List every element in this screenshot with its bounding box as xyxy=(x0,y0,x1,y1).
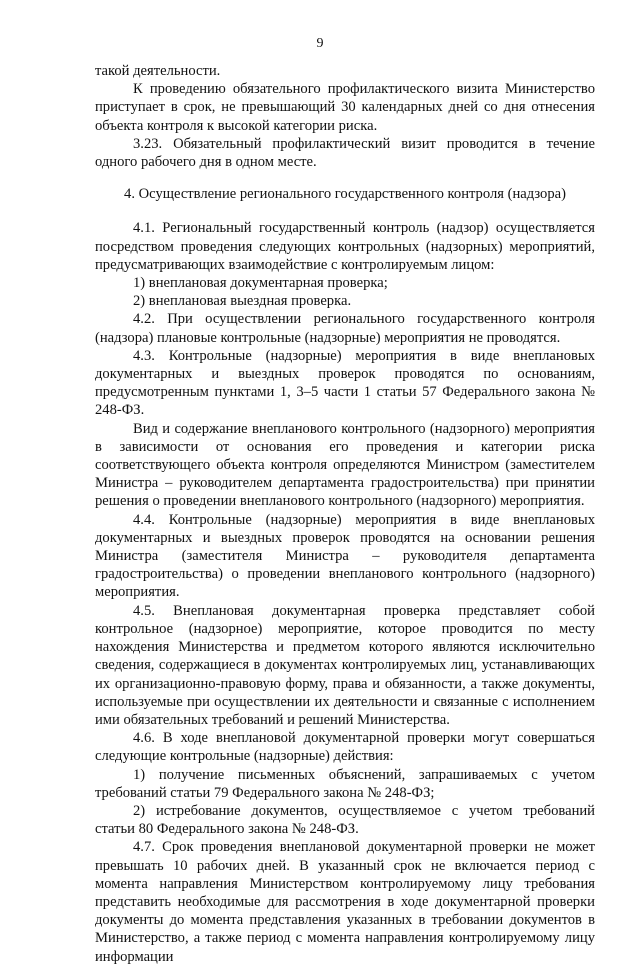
paragraph: К проведению обязательного профилактического визита Министерство приступает в срок, не превышающий 30 календарных дней со дня отнесения объекта контроля к высокой категории риска. xyxy=(95,81,595,134)
paragraph: 4.7. Срок проведения внеплановой документарной проверки не может превышать 10 рабочих дней. В указанный срок не включается период с момента направления Министерством контролируемому лицу требования представить необходимые для рассмотрения в ходе документарной проверки документы до момента представления указанных в требовании документов в Министерство, а также период с момента направления контролируемому лицу информации xyxy=(95,839,595,965)
paragraph: Вид и содержание внепланового контрольного (надзорного) мероприятия в зависимости от основания его проведения и категории риска соответствующего объекта контроля определяются Министром (заместителем Министра – руководителем департамента градостроительства) при принятии решения о проведении внепланового контрольного (надзорного) мероприятия. xyxy=(95,420,595,510)
paragraph: 4.5. Внеплановая документарная проверка представляет собой контрольное (надзорное) мероприятие, которое проводится по месту нахождения Министерства и предметом которого являются исключительно сведения, содержащиеся в документах контролируемых лиц, устанавливающих их организационно-правовую форму, права и обязанности, а также документы, используемые при осуществлении их деятельности и связанные с исполнением ими обязательных требований и решений Министерства. xyxy=(95,602,595,728)
list-item: 2) внеплановая выездная проверка. xyxy=(133,293,352,310)
paragraph: 4.1. Региональный государственный контроль (надзор) осуществляется посредством проведения следующих контрольных (надзорных) мероприятий, предусматривающих взаимодействие с контролируемым лицом: xyxy=(95,220,595,273)
list-item: 1) внеплановая документарная проверка; xyxy=(133,275,388,292)
paragraph: 4.3. Контрольные (надзорные) мероприятия в виде внеплановых документарных и выездных проверок проводятся по основаниям, предусмотренным пунктами 1, 3–5 части 1 статьи 57 Федерального закона № 248-ФЗ. xyxy=(95,347,595,419)
paragraph: 4.4. Контрольные (надзорные) мероприятия в виде внеплановых документарных и выездных проверок проводятся на основании решения Министра (заместителя Министра – руководителя департамента градостроительства) о проведении внепланового контрольного (надзорного) мероприятия. xyxy=(95,511,595,601)
paragraph: 3.23. Обязательный профилактический визит проводится в течение одного рабочего дня в одном месте. xyxy=(95,135,595,171)
section-heading: 4. Осуществление регионального государственного контроля (надзора) xyxy=(124,186,566,203)
page-number: 9 xyxy=(316,36,324,51)
paragraph: 4.2. При осуществлении регионального государственного контроля (надзора) плановые контрольные (надзорные) мероприятия не проводятся. xyxy=(95,311,595,346)
paragraph: 4.6. В ходе внеплановой документарной проверки могут совершаться следующие контрольные (надзорные) действия: xyxy=(95,730,595,765)
document-body xyxy=(95,62,595,966)
paragraph: такой деятельности. xyxy=(95,63,221,79)
list-item: 1) получение письменных объяснений, запрашиваемых с учетом требований статьи 79 Федерального закона № 248-ФЗ; xyxy=(95,766,595,801)
list-item: 2) истребование документов, осуществляемое с учетом требований статьи 80 Федерального закона № 248-ФЗ. xyxy=(95,802,595,838)
